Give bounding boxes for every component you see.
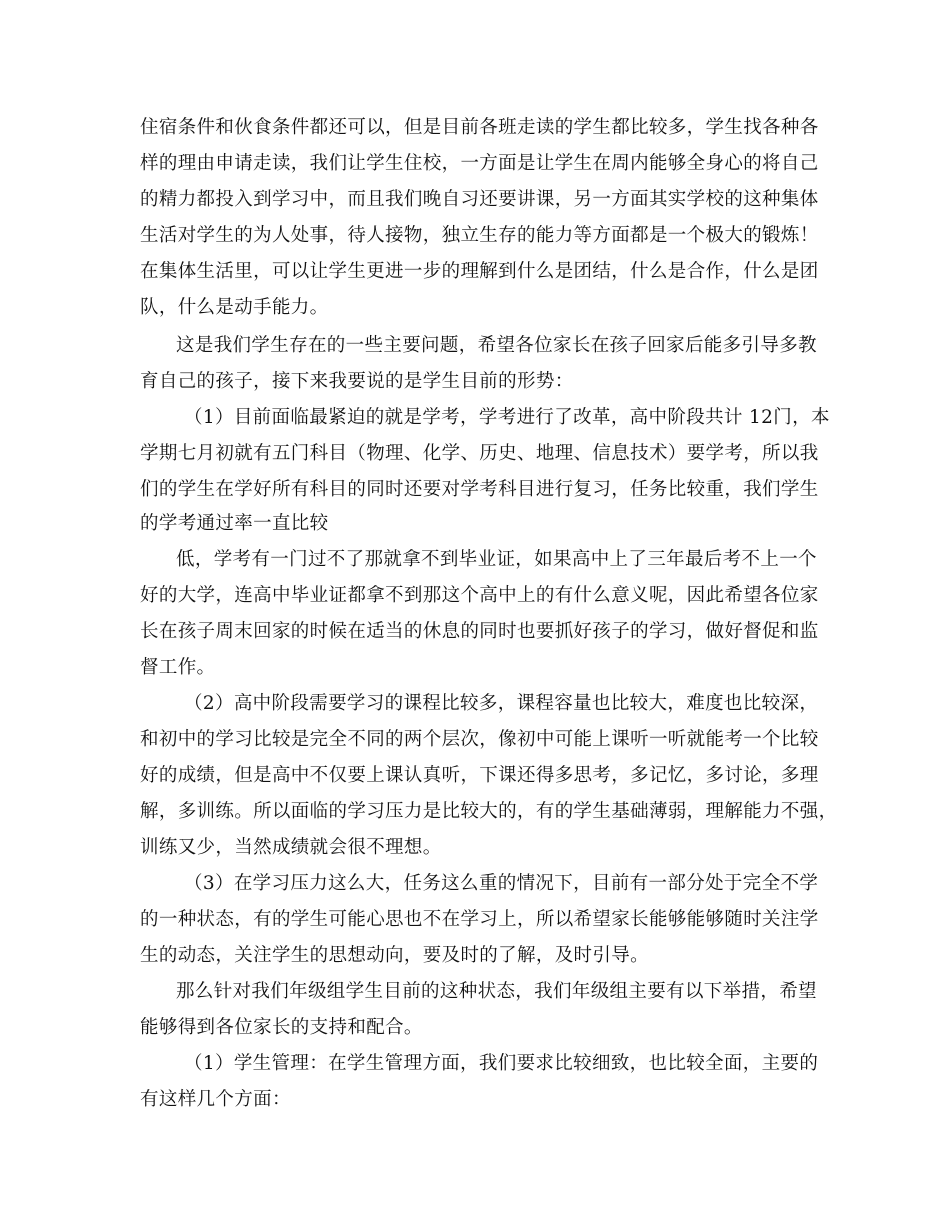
text-line: 住宿条件和伙食条件都还可以，但是目前各班走读的学生都比较多，学生找各种各 (140, 117, 819, 138)
text-line: 长在孩子周末回家的时候在适当的休息的同时也要抓好孩子的学习，做好督促和监 (140, 621, 819, 642)
text-line: 好的大学，连高中毕业证都拿不到那这个高中上的有什么意义呢，因此希望各位家 (140, 585, 819, 606)
text-line: 和初中的学习比较是完全不同的两个层次，像初中可能上课听一听就能考一个比较 (140, 729, 819, 750)
text-line: 生活对学生的为人处事，待人接物，独立生存的能力等方面都是一个极大的锻炼！ (140, 225, 819, 246)
text-line: 生的动态，关注学生的思想动向，要及时的了解，及时引导。 (140, 945, 649, 966)
text-line: 这是我们学生存在的一些主要问题，希望各位家长在孩子回家后能多引导多教 (176, 335, 817, 356)
text-line: 的一种状态，有的学生可能心思也不在学习上，所以希望家长能够能够随时关注学 (140, 909, 819, 930)
text-line: 们的学生在学好所有科目的同时还要对学考科目进行复习，任务比较重，我们学生 (140, 479, 819, 500)
text-line: 学期七月初就有五门科目（物理、化学、历史、地理、信息技术）要学考，所以我 (140, 443, 819, 464)
text-line: 样的理由申请走读，我们让学生住校，一方面是让学生在周内能够全身心的将自己 (140, 153, 819, 174)
text-line: 有这样几个方面： (140, 1089, 291, 1110)
text-line: 能够得到各位家长的支持和配合。 (140, 1017, 423, 1038)
text-line: 解，多训练。所以面临的学习压力是比较大的，有的学生基础薄弱，理解能力不强， (140, 801, 838, 822)
text-line: 的精力都投入到学习中，而且我们晚自习还要讲课，另一方面其实学校的这种集体 (140, 189, 819, 210)
text-line: 育自己的孩子，接下来我要说的是学生目前的形势： (140, 371, 574, 392)
text-line: （1）学生管理：在学生管理方面，我们要求比较细致，也比较全面，主要的 (184, 1053, 819, 1074)
text-line: 的学考通过率一直比较 (140, 513, 329, 534)
text-line: 好的成绩，但是高中不仅要上课认真听，下课还得多思考，多记忆，多讨论，多理 (140, 765, 819, 786)
text-line: 队，什么是动手能力。 (140, 297, 329, 318)
text-line: 督工作。 (140, 657, 216, 678)
text-line: 在集体生活里，可以让学生更进一步的理解到什么是团结，什么是合作，什么是团 (140, 261, 819, 282)
text-line: （3）在学习压力这么大，任务这么重的情况下，目前有一部分处于完全不学 (184, 873, 819, 894)
text-line: 那么针对我们年级组学生目前的这种状态，我们年级组主要有以下举措，希望 (176, 981, 817, 1002)
text-line: 低，学考有一门过不了那就拿不到毕业证，如果高中上了三年最后考不上一个 (176, 549, 817, 570)
text-line: （2）高中阶段需要学习的课程比较多，课程容量也比较大，难度也比较深， (184, 693, 819, 714)
text-line: 训练又少，当然成绩就会很不理想。 (140, 837, 442, 858)
text-line: （1）目前面临最紧迫的就是学考，学考进行了改革，高中阶段共计 12门，本 (184, 407, 830, 428)
